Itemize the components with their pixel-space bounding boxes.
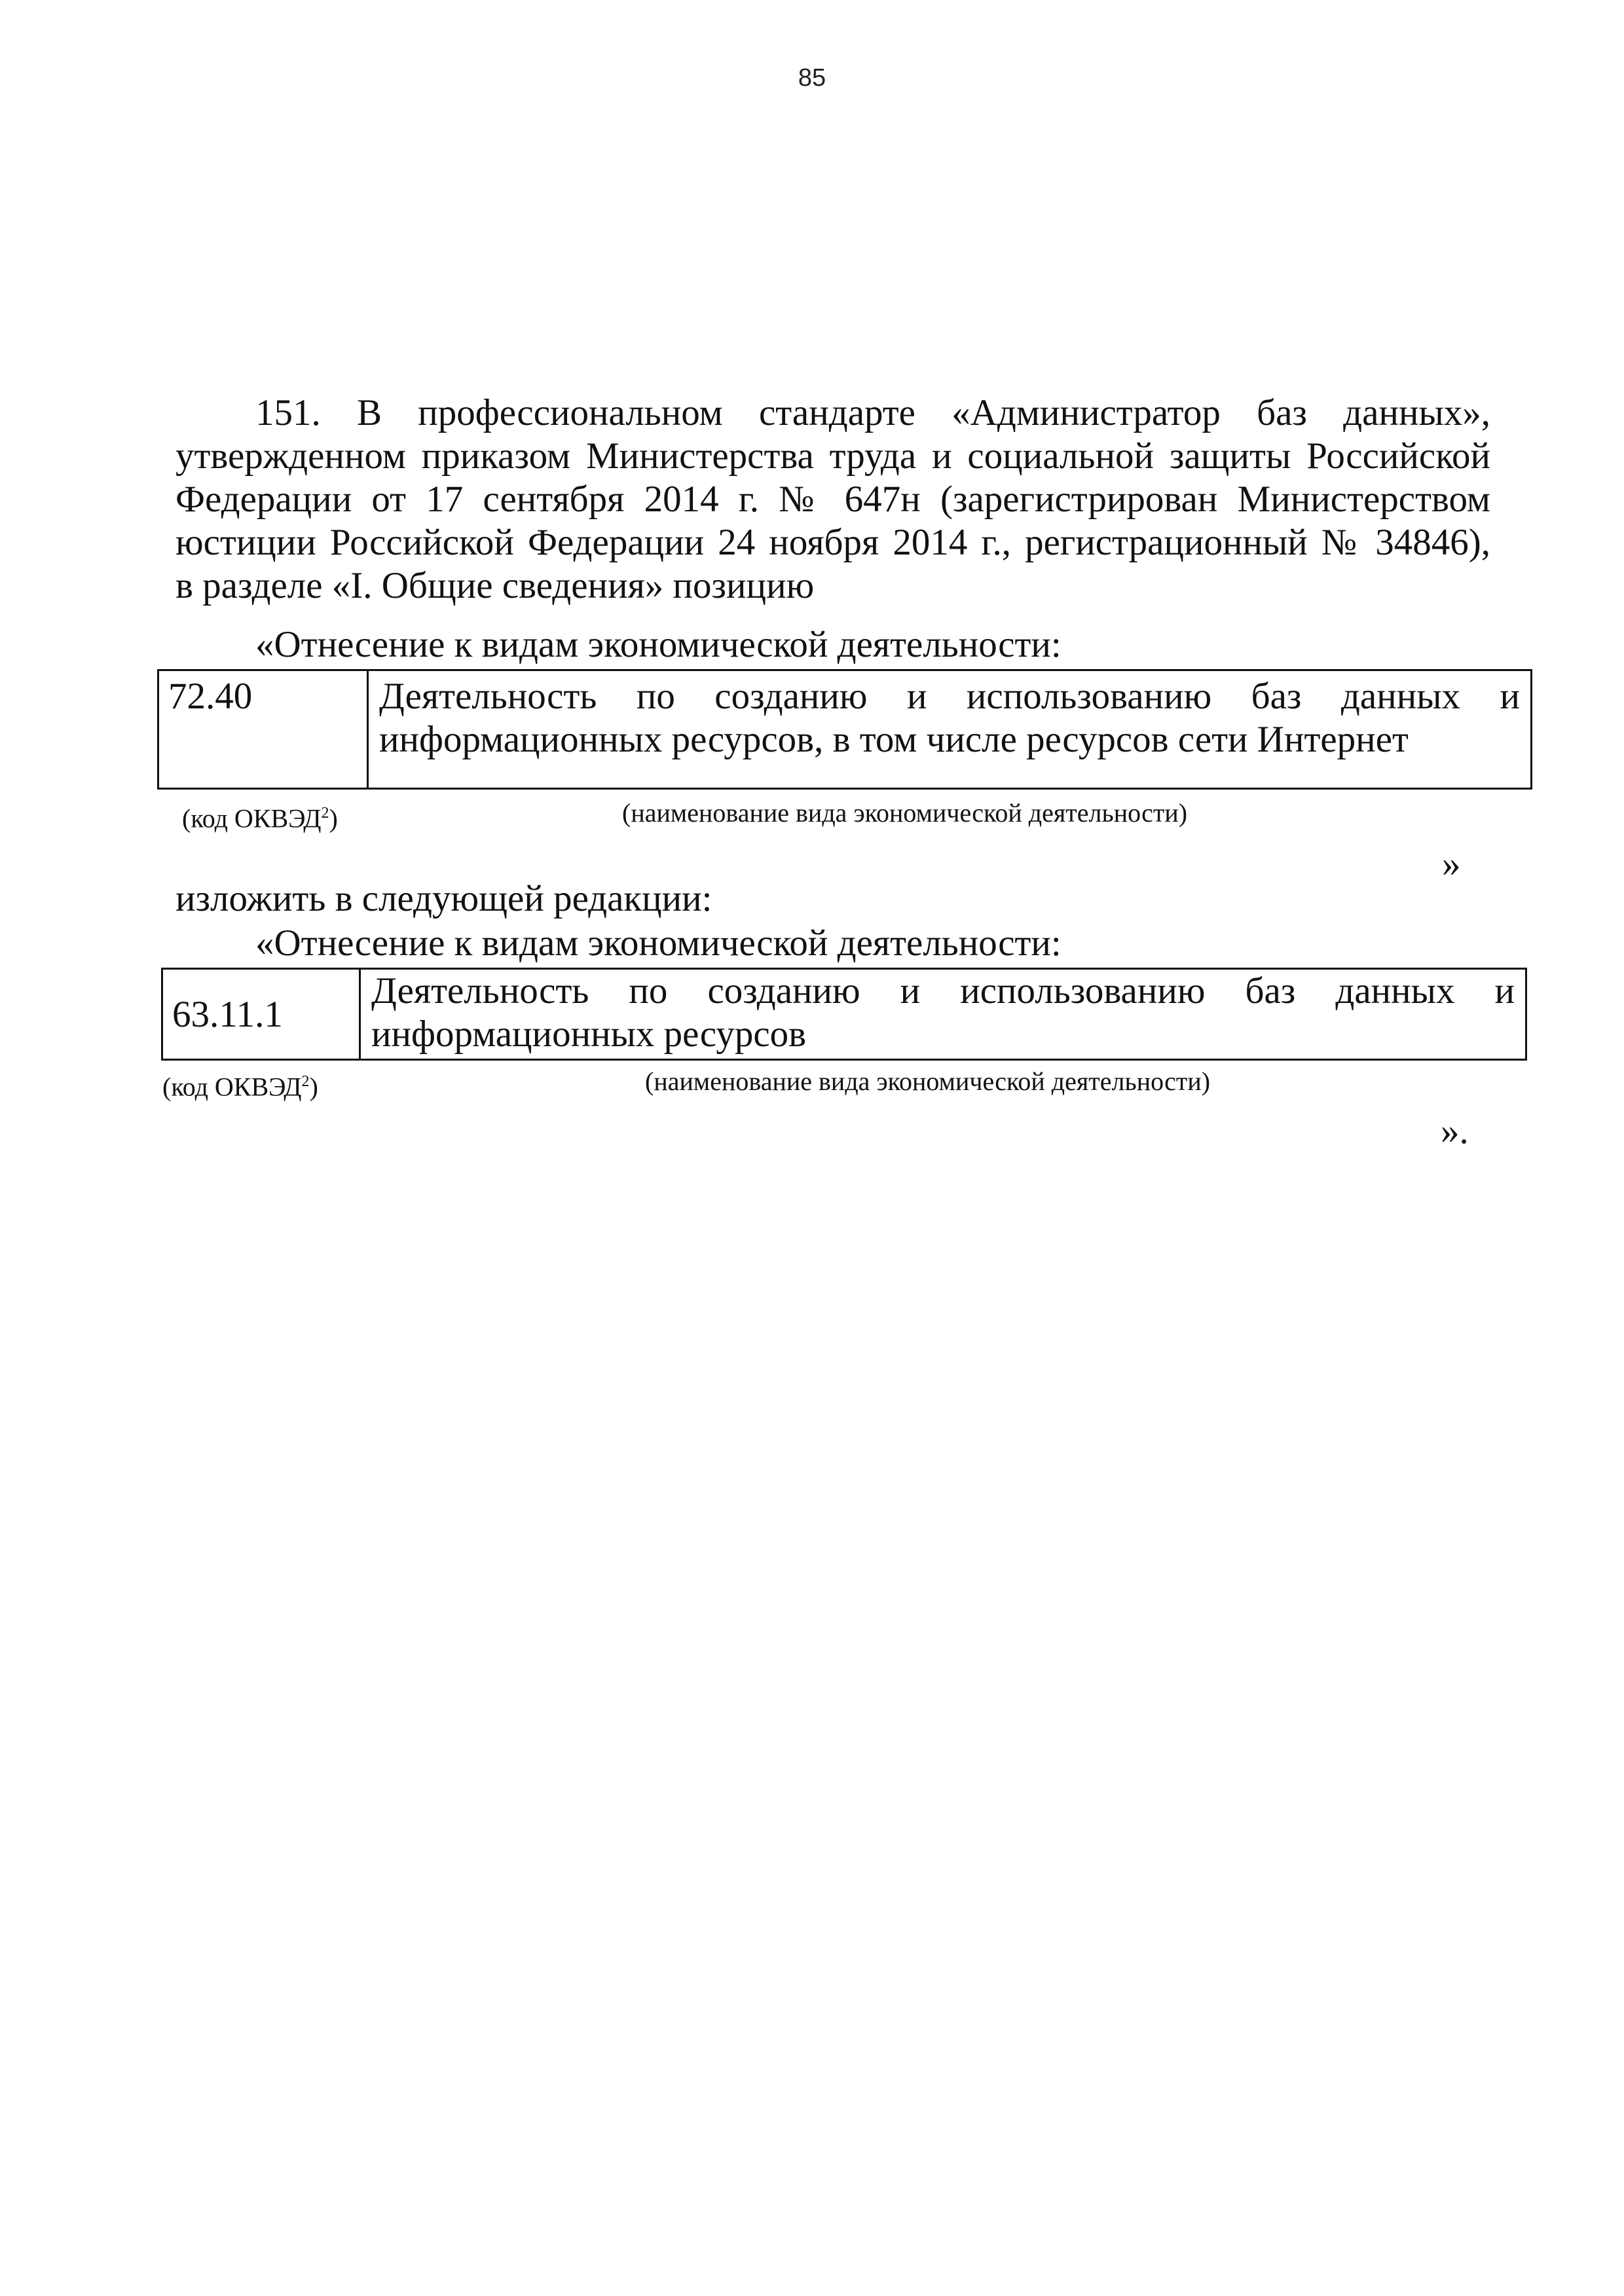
paragraph-line: юстиции Российской Федерации 24 ноября 2014 г., регистрационный № 34846),	[175, 522, 1490, 563]
caption-text: )	[309, 1072, 318, 1102]
caption-text: )	[329, 803, 338, 833]
old-okved-table	[157, 669, 1532, 790]
page-number: 85	[798, 64, 826, 92]
new-activity-name-caption: (наименование вида экономической деятельности)	[645, 1066, 1211, 1096]
new-activity-name	[361, 970, 1525, 1059]
old-position-closing-quote: »	[1442, 843, 1461, 884]
old-activity-name-line: Деятельность по созданию и использованию баз данных и	[379, 676, 1520, 717]
caption-text: (код ОКВЭД	[162, 1072, 302, 1102]
new-activity-name-line: Деятельность по созданию и использованию баз данных и	[371, 970, 1515, 1011]
old-activity-name-line: информационных ресурсов, в том числе ресурсов сети Интернет	[379, 719, 1409, 760]
old-activity-name-caption: (наименование вида экономической деятельности)	[622, 798, 1188, 828]
old-activity-name	[369, 671, 1530, 788]
paragraph-line: Федерации от 17 сентября 2014 г. № 647н (зарегистрирован Министерством	[175, 479, 1490, 520]
paragraph-line: утвержденном приказом Министерства труда и социальной защиты Российской	[175, 435, 1490, 477]
old-okved-code-caption	[182, 799, 338, 833]
replace-instruction: изложить в следующей редакции:	[175, 878, 712, 919]
caption-text: (код ОКВЭД	[182, 803, 322, 833]
new-activity-name-line: информационных ресурсов	[371, 1013, 807, 1055]
new-position-intro: «Отнесение к видам экономической деятельности:	[255, 922, 1061, 964]
new-okved-code-caption	[162, 1067, 318, 1101]
new-position-closing-quote: ».	[1441, 1110, 1469, 1152]
paragraph-line: 151. В профессиональном стандарте «Администратор баз данных»,	[255, 392, 1490, 433]
new-okved-code: 63.11.1	[163, 970, 361, 1059]
paragraph-line: в разделе «I. Общие сведения» позицию	[175, 565, 815, 606]
old-okved-code: 72.40	[159, 671, 369, 788]
old-position-intro: «Отнесение к видам экономической деятельности:	[255, 624, 1061, 665]
footnote-mark: 2	[301, 1073, 310, 1090]
footnote-mark: 2	[321, 805, 329, 822]
amendment-paragraph	[175, 392, 1490, 608]
new-okved-table	[161, 968, 1527, 1061]
